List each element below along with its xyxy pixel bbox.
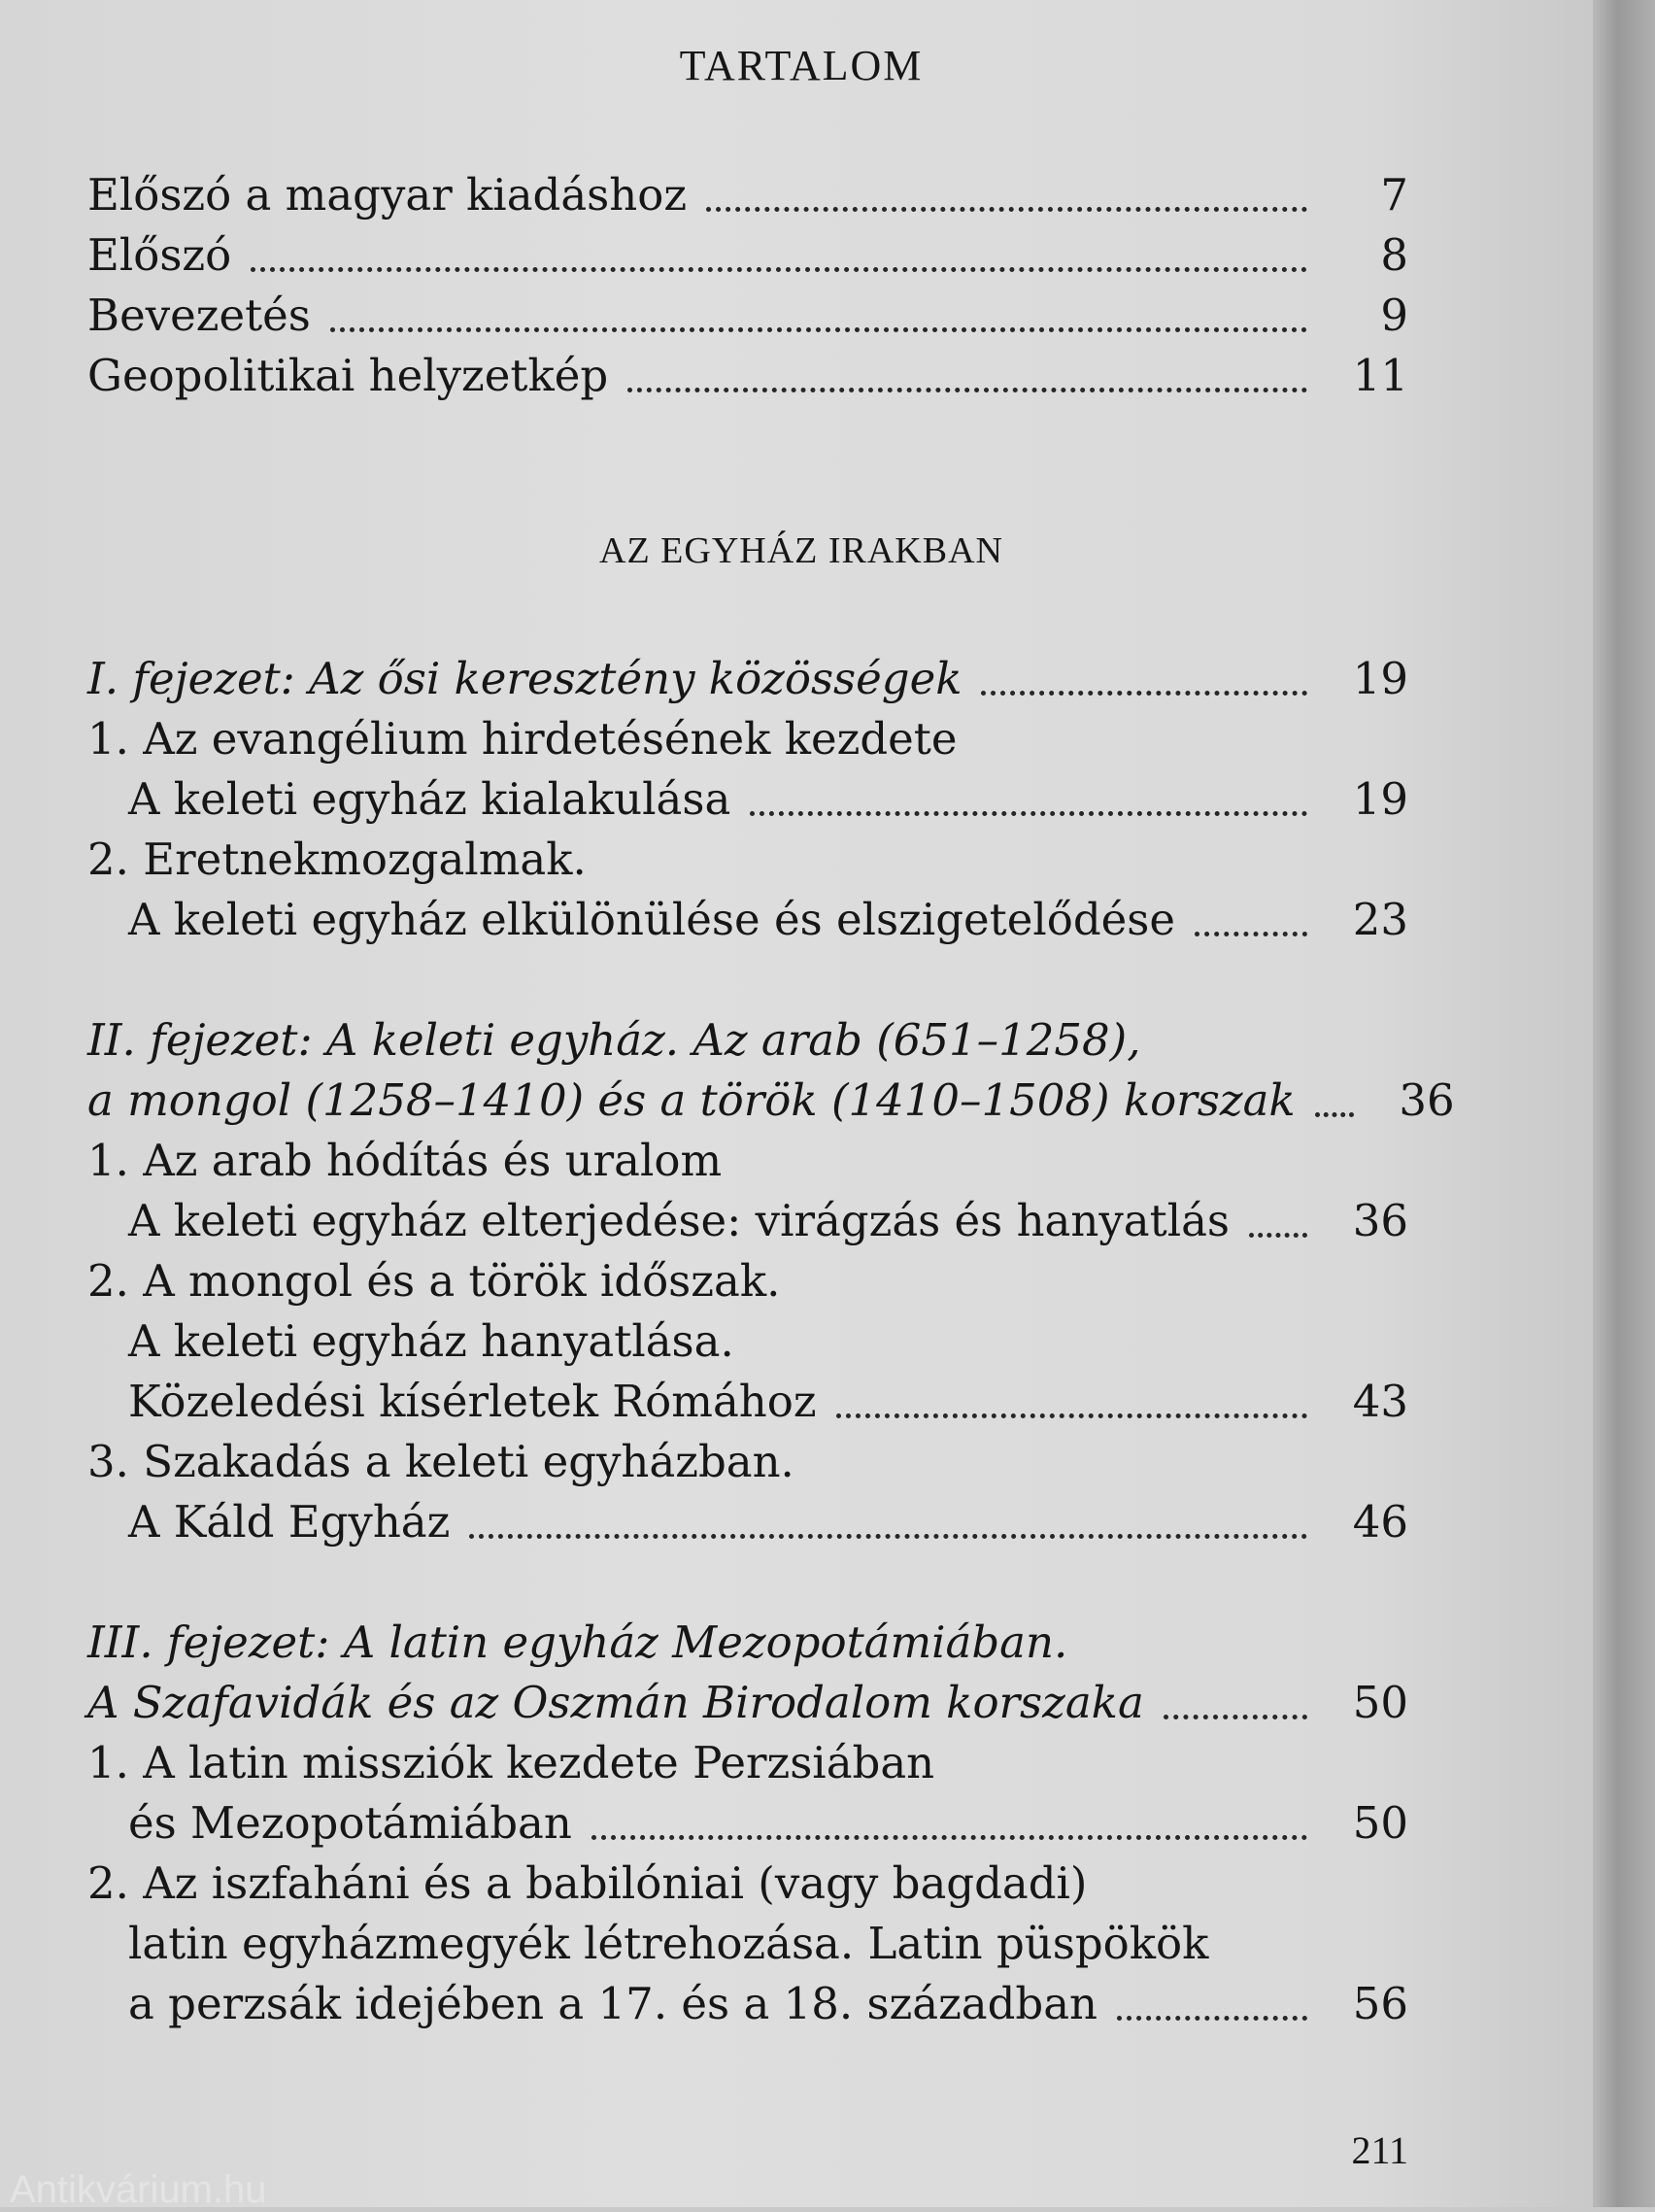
leader-dots <box>750 811 1307 816</box>
chapter-2-section-1-line-1 <box>87 1131 1408 1191</box>
chapter-2-section-2-line-2 <box>87 1311 1408 1372</box>
toc-entry-title: Geopolitikai helyzetkép <box>87 350 609 401</box>
leader-dots <box>1315 1112 1354 1117</box>
toc-entry-title: Előszó <box>87 229 232 281</box>
chapter-3-section-1-line-2 <box>87 1793 1408 1854</box>
watermark: Antikvárium.hu <box>10 2168 267 2211</box>
toc-entry-title: Előszó a magyar kiadáshoz <box>87 169 688 221</box>
chapter-heading-text: II. fejezet: A keleti egyház. Az arab (651–1258), <box>87 1014 1141 1066</box>
chapter-page: 36 <box>1399 1074 1455 1126</box>
section-text: A keleti egyház elterjedése: virágzás és hanyatlás <box>128 1195 1231 1246</box>
page-title: TARTALOM <box>679 42 924 89</box>
chapter-page: 19 <box>1352 653 1408 704</box>
section-page: 46 <box>1352 1496 1408 1548</box>
section-text: 2. Eretnekmozgalmak. <box>87 834 587 885</box>
section-text: A keleti egyház hanyatlása. <box>128 1315 734 1367</box>
front-matter-list <box>87 165 1408 406</box>
chapter-3-section-2-line-3 <box>87 1974 1408 2034</box>
leader-dots <box>1117 2016 1307 2021</box>
chapter-2-section-2-line-3 <box>87 1372 1408 1432</box>
chapter-heading-text: I. fejezet: Az ősi keresztény közösségek <box>87 653 963 704</box>
toc-entry-introduction <box>87 286 1408 346</box>
leader-dots <box>330 327 1307 332</box>
toc-entry-foreword <box>87 225 1408 286</box>
section-text: 1. Az evangélium hirdetésének kezdete <box>87 713 958 765</box>
section-page: 19 <box>1352 773 1408 825</box>
chapter-2-section-3-line-2 <box>87 1492 1408 1552</box>
toc-entry-page: 8 <box>1380 229 1408 281</box>
chapter-heading-text: III. fejezet: A latin egyház Mezopotámiában. <box>87 1616 1068 1668</box>
chapter-3-section-1-line-1 <box>87 1733 1408 1793</box>
leader-dots <box>1164 1715 1307 1719</box>
leader-dots <box>1249 1233 1307 1238</box>
chapter-1-heading <box>87 649 1408 709</box>
leader-dots <box>1195 932 1307 936</box>
toc-entry-page: 9 <box>1380 289 1408 341</box>
section-page: 43 <box>1352 1376 1408 1427</box>
chapter-3-section-2-line-2 <box>87 1914 1408 1974</box>
page-number: 211 <box>1351 2128 1408 2172</box>
leader-dots <box>251 267 1307 272</box>
leader-dots <box>469 1534 1307 1539</box>
chapter-1-section-2-line-1 <box>87 830 1408 890</box>
toc-entry-page: 11 <box>1352 350 1408 401</box>
chapter-3-heading-line-1 <box>87 1613 1408 1673</box>
book-spine-shadow <box>1593 0 1655 2207</box>
leader-dots <box>706 207 1307 212</box>
section-text: 1. Az arab hódítás és uralom <box>87 1135 723 1186</box>
chapter-list <box>87 649 1455 2034</box>
chapter-1-section-1-line-2 <box>87 769 1408 830</box>
section-page: 23 <box>1352 894 1408 945</box>
chapter-3-section-2-line-1 <box>87 1854 1408 1914</box>
toc-entry-geopolitics <box>87 346 1408 406</box>
section-text: 2. A mongol és a török időszak. <box>87 1255 781 1307</box>
section-text: Közeledési kísérletek Rómához <box>128 1376 817 1427</box>
section-page: 50 <box>1352 1797 1408 1849</box>
toc-entry-page: 7 <box>1380 169 1408 221</box>
toc-entry-title: Bevezetés <box>87 289 311 341</box>
section-text: A keleti egyház elkülönülése és elszigetelődése <box>128 894 1176 945</box>
section-text: a perzsák idejében a 17. és a 18. században <box>128 1978 1098 2029</box>
leader-dots <box>591 1835 1307 1840</box>
chapter-page: 50 <box>1352 1677 1408 1728</box>
leader-dots <box>627 388 1307 392</box>
chapter-heading-text: A Szafavidák és az Oszmán Birodalom korszaka <box>87 1677 1144 1728</box>
chapter-2-section-3-line-1 <box>87 1432 1408 1492</box>
chapter-2-section-2-line-1 <box>87 1251 1408 1311</box>
section-text: 3. Szakadás a keleti egyházban. <box>87 1436 794 1487</box>
section-page: 36 <box>1352 1195 1408 1246</box>
section-text: 1. A latin missziók kezdete Perzsiában <box>87 1737 935 1788</box>
chapter-1-section-1-line-1 <box>87 709 1408 769</box>
spacer <box>87 1552 1408 1613</box>
leader-dots <box>836 1413 1307 1418</box>
toc-entry-foreword-hungarian <box>87 165 1408 225</box>
chapter-3-heading-line-2 <box>87 1673 1408 1733</box>
chapter-2-section-1-line-2 <box>87 1191 1408 1251</box>
section-page: 56 <box>1352 1978 1408 2029</box>
section-text: 2. Az iszfaháni és a babilóniai (vagy bagdadi) <box>87 1857 1088 1909</box>
section-text: A keleti egyház kialakulása <box>128 773 731 825</box>
chapter-1-section-2-line-2 <box>87 890 1408 950</box>
section-text: és Mezopotámiában <box>128 1797 572 1849</box>
spacer <box>87 950 1408 1010</box>
chapter-2-heading-line-2 <box>87 1071 1455 1131</box>
section-text: latin egyházmegyék létrehozása. Latin püspökök <box>128 1918 1209 1969</box>
section-title: AZ EGYHÁZ IRAKBAN <box>599 530 1003 571</box>
leader-dots <box>981 691 1307 696</box>
section-text: A Káld Egyház <box>128 1496 451 1548</box>
chapter-heading-text: a mongol (1258–1410) és a török (1410–1508) korszak <box>87 1074 1296 1126</box>
chapter-2-heading-line-1 <box>87 1010 1408 1071</box>
